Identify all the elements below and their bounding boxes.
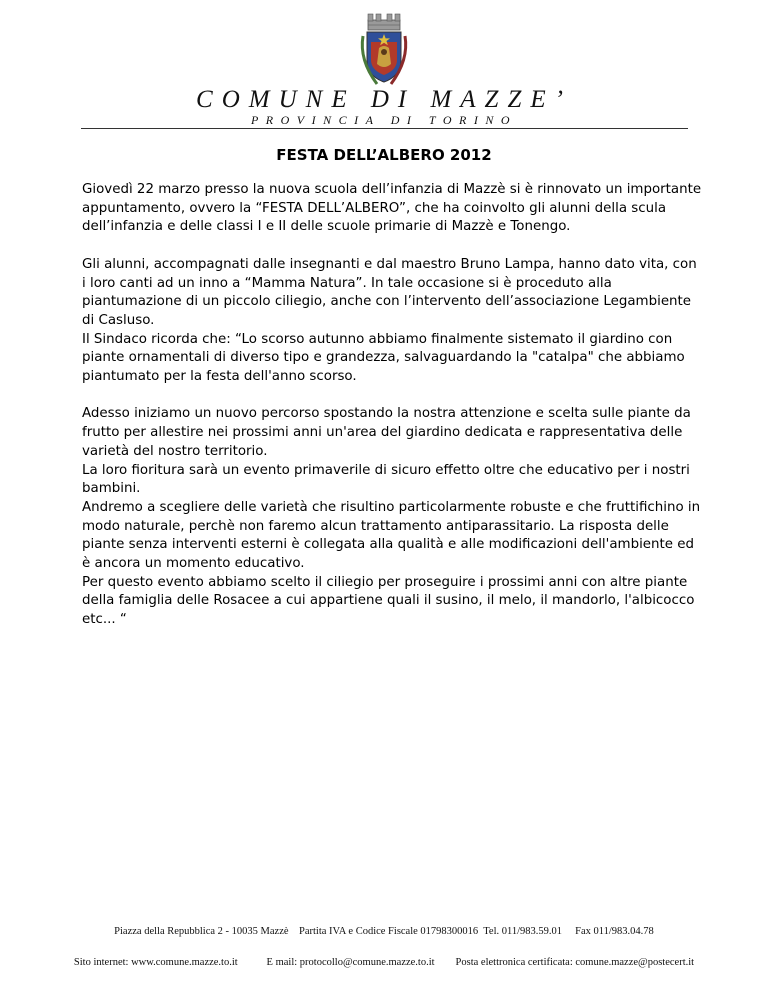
document-title: FESTA DELL’ALBERO 2012 — [276, 146, 492, 164]
municipal-coat-of-arms-icon — [357, 12, 411, 88]
province-name: PROVINCIA DI TORINO — [250, 113, 518, 127]
municipality-name: COMUNE DI MAZZE’ — [196, 86, 572, 113]
paragraph: Adesso iniziamo un nuovo percorso spostando la nostra attenzione e scelta sulle piante da frutto per allestire nei prossimi anni un'area del giardino dedicata e rappresentativa delle varietà del nostro territorio. La loro fioritura sarà un evento primaverile di sicuro effetto oltre che educativo per i nostri bambini. Andremo a scegliere delle varietà che risultino particolarmente robuste e che fruttifichino in modo naturale, perchè non faremo alcun trattamento antiparassitario. La risposta delle piante senza interventi esterni è collegata alla qualità e alle modificazioni dell'ambiente ed è ancora un momento educativo. Per questo evento abbiamo scelto il ciliegio per proseguire i prossimi anni con altre piante della famiglia delle Rosacee a cui appartiene quali il susino, il melo, il mandorlo, l'albicocco etc... “ — [82, 406, 701, 628]
paragraph: Gli alunni, accompagnati dalle insegnanti e dal maestro Bruno Lampa, hanno dato vita, con i loro canti ad un inno a “Mamma Natura”. In tale occasione si è proceduto alla piantumazione di un piccolo ciliegio, anche con l’intervento dell’associazione Legambiente di Casluso. Il Sindaco ricorda che: “Lo scorso autunno abbiamo finalmente sistemato il giardino con piante ornamentali di diverso tipo e grandezza, salvaguardando la "catalpa" che abbiamo piantumato per la festa dell'anno scorso. — [82, 256, 697, 385]
paragraph: Giovedì 22 marzo presso la nuova scuola dell’infanzia di Mazzè si è rinnovato un importante appuntamento, ovvero la “FESTA DELL’ALBERO”, che ha coinvolto gli alunni della scula dell’infanzia e delle classi I e II delle scuole primarie di Mazzè e Tonengo. — [82, 182, 702, 235]
header-divider — [81, 128, 688, 129]
footer-address: Piazza della Repubblica 2 - 10035 Mazzè Partita IVA e Codice Fiscale 01798300016 Tel. 011/983.59.01 Fax 011/983.04.78 — [114, 926, 654, 937]
footer-contacts: Sito internet: www.comune.mazze.to.it E mail: protocollo@comune.mazze.to.it Posta elettronica certificata: comune.mazze@postecert.it — [73, 957, 695, 968]
document-body — [82, 181, 702, 649]
